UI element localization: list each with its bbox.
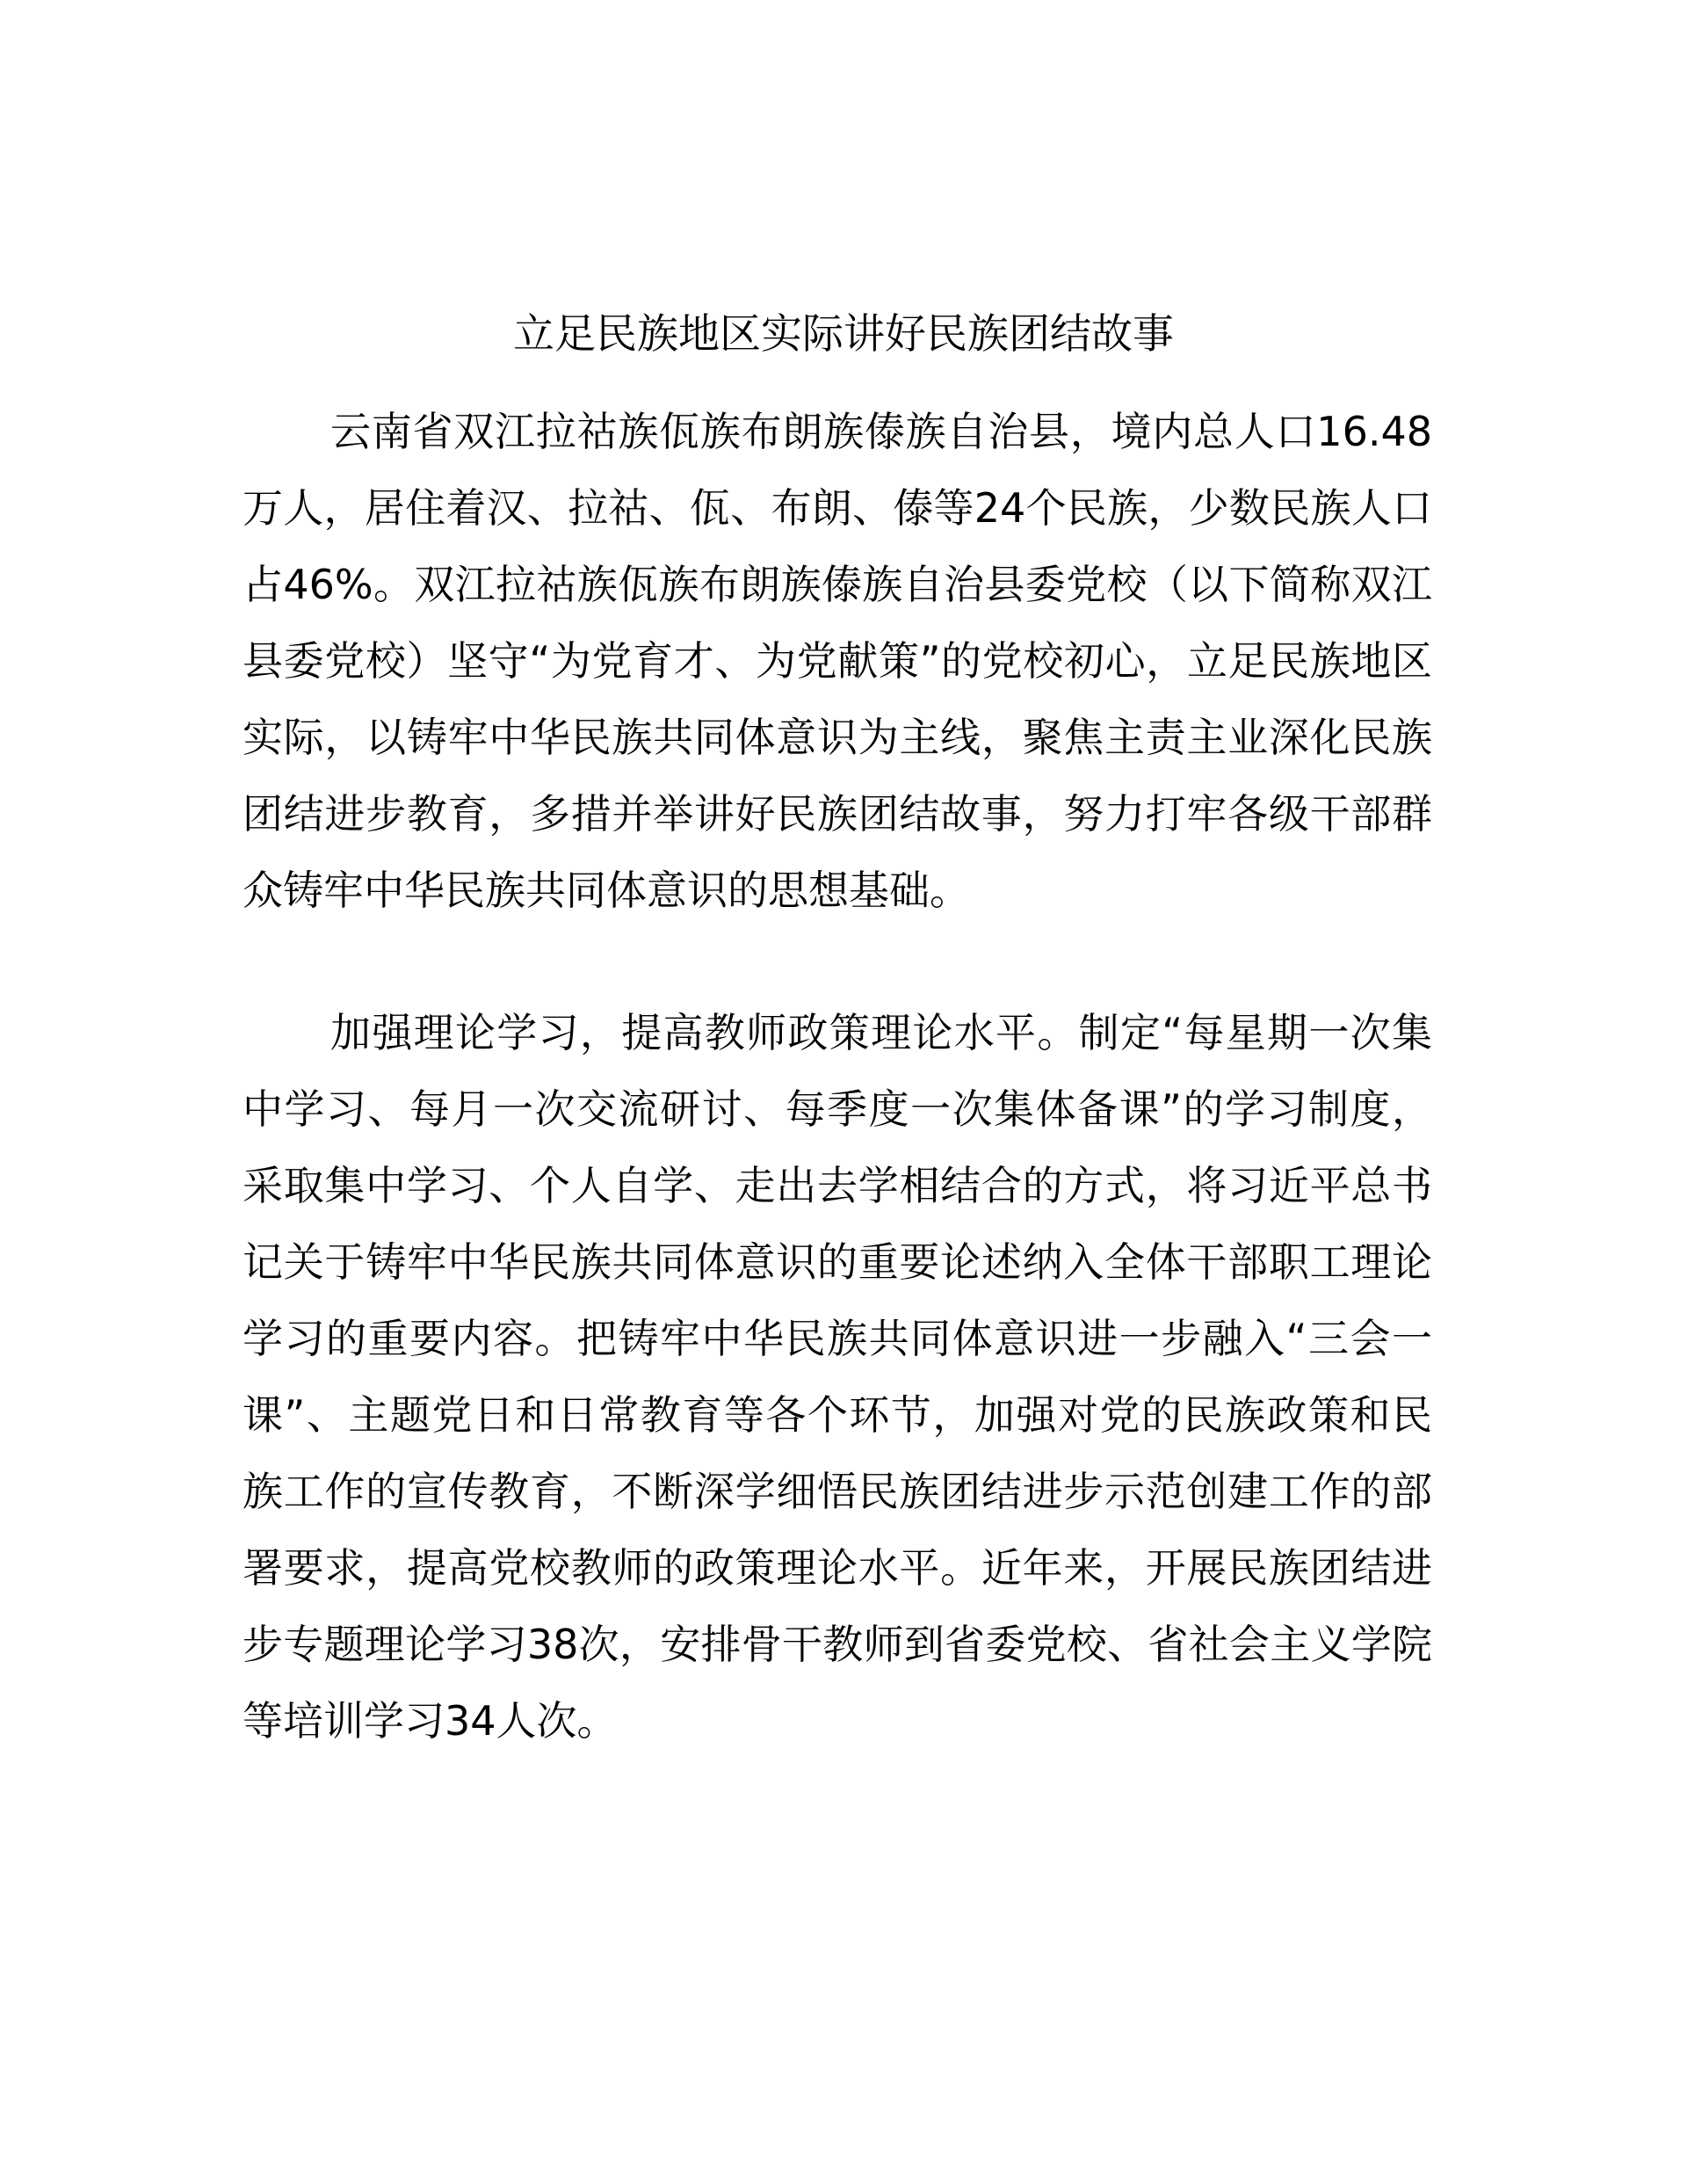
document-title: 立足民族地区实际讲好民族团结故事 [513,310,1174,359]
paragraph-theory-study: 加强理论学习，提高教师政策理论水平。制定“每星期一次集中学习、每月一次交流研讨、每季度一次集体备课”的学习制度，采取集中学习、个人自学、走出去学相结合的方式，将习近平总书记关于铸牢中华民族共同体意识的重要论述纳入全体干部职工理论学习的重要内容。把铸牢中华民族共同体意识进一步融入“三会一课”、主题党日和日常教育等各个环节，加强对党的民族政策和民族工作的宣传教育，不断深学细悟民族团结进步示范创建工作的部署要求，提高党校教师的政策理论水平。近年来，开展民族团结进步专题理论学习38次，安排骨干教师到省委党校、省社会主义学院等培训学习34人次。 [243,1009,1432,1745]
paragraph-intro: 云南省双江拉祜族佤族布朗族傣族自治县，境内总人口16.48万人，居住着汉、拉祜、佤、布朗、傣等24个民族，少数民族人口占46%。双江拉祜族佤族布朗族傣族自治县委党校（以下简称双江县委党校）坚守“为党育才、为党献策”的党校初心，立足民族地区实际，以铸牢中华民族共同体意识为主线，聚焦主责主业深化民族团结进步教育，多措并举讲好民族团结故事，努力打牢各级干部群众铸牢中华民族共同体意识的思想基础。 [243,408,1432,914]
